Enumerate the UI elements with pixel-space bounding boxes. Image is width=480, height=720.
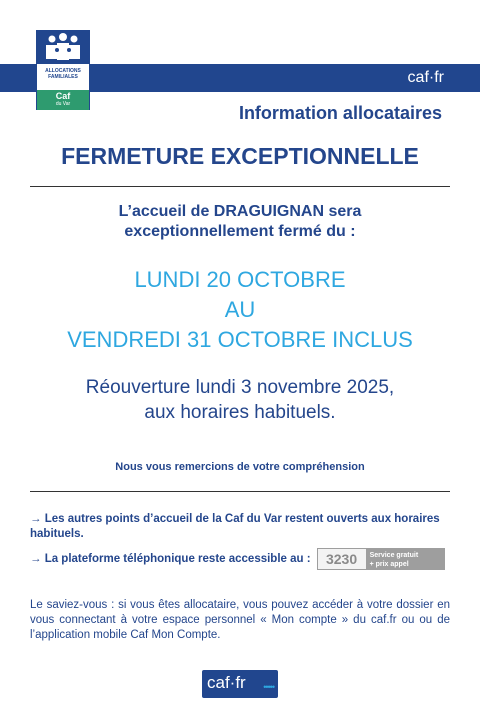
caf-du-var-logo — [36, 30, 90, 110]
date-to: VENDREDI 31 OCTOBRE INCLUS — [67, 327, 413, 352]
other-sites-text: → Les autres points d’accueil de la Caf du Var restent ouverts aux horaires habituels. — [30, 513, 440, 540]
headline: FERMETURE EXCEPTIONNELLE — [61, 143, 419, 169]
reopen-text: Réouverture lundi 3 novembre 2025, aux horaires habituels. — [85, 377, 395, 423]
closure-dates — [0, 265, 480, 355]
intro-text: L’accueil de DRAGUIGNAN sera exceptionnellement fermé du : — [118, 203, 362, 240]
phone-service-label: Service gratuit + prix appel — [366, 549, 444, 569]
caf-fr-brand: caf·fr — [407, 69, 444, 86]
phone-number: 3230 — [318, 549, 366, 569]
phone-text: → La plateforme téléphonique reste accessible au : — [30, 553, 311, 565]
info-note: Le saviez-vous : si vous êtes allocataire, vous pouvez accéder à votre dossier en vous connectant à votre espace personnel « Mon compte » du caf.fr ou ou de l’application mobile Caf Mon Compte. — [30, 599, 450, 641]
logo-caf-band: Caf du Var — [37, 90, 89, 110]
footer-caf-fr-logo: caf·fr ••••• — [202, 670, 278, 698]
logo-family-icon — [37, 31, 89, 64]
thanks-text: Nous vous remercions de votre compréhension — [115, 461, 365, 473]
dots-icon: ••••• — [263, 682, 274, 692]
phone-number-badge[interactable] — [317, 548, 445, 570]
phone-line — [30, 548, 445, 570]
divider-bottom — [30, 491, 450, 492]
logo-text: ALLOCATIONS FAMILIALES — [37, 64, 89, 90]
date-sep: AU — [224, 297, 256, 322]
divider-top — [30, 186, 450, 187]
info-title: Information allocataires — [238, 103, 442, 123]
date-from: LUNDI 20 OCTOBRE — [134, 267, 346, 292]
